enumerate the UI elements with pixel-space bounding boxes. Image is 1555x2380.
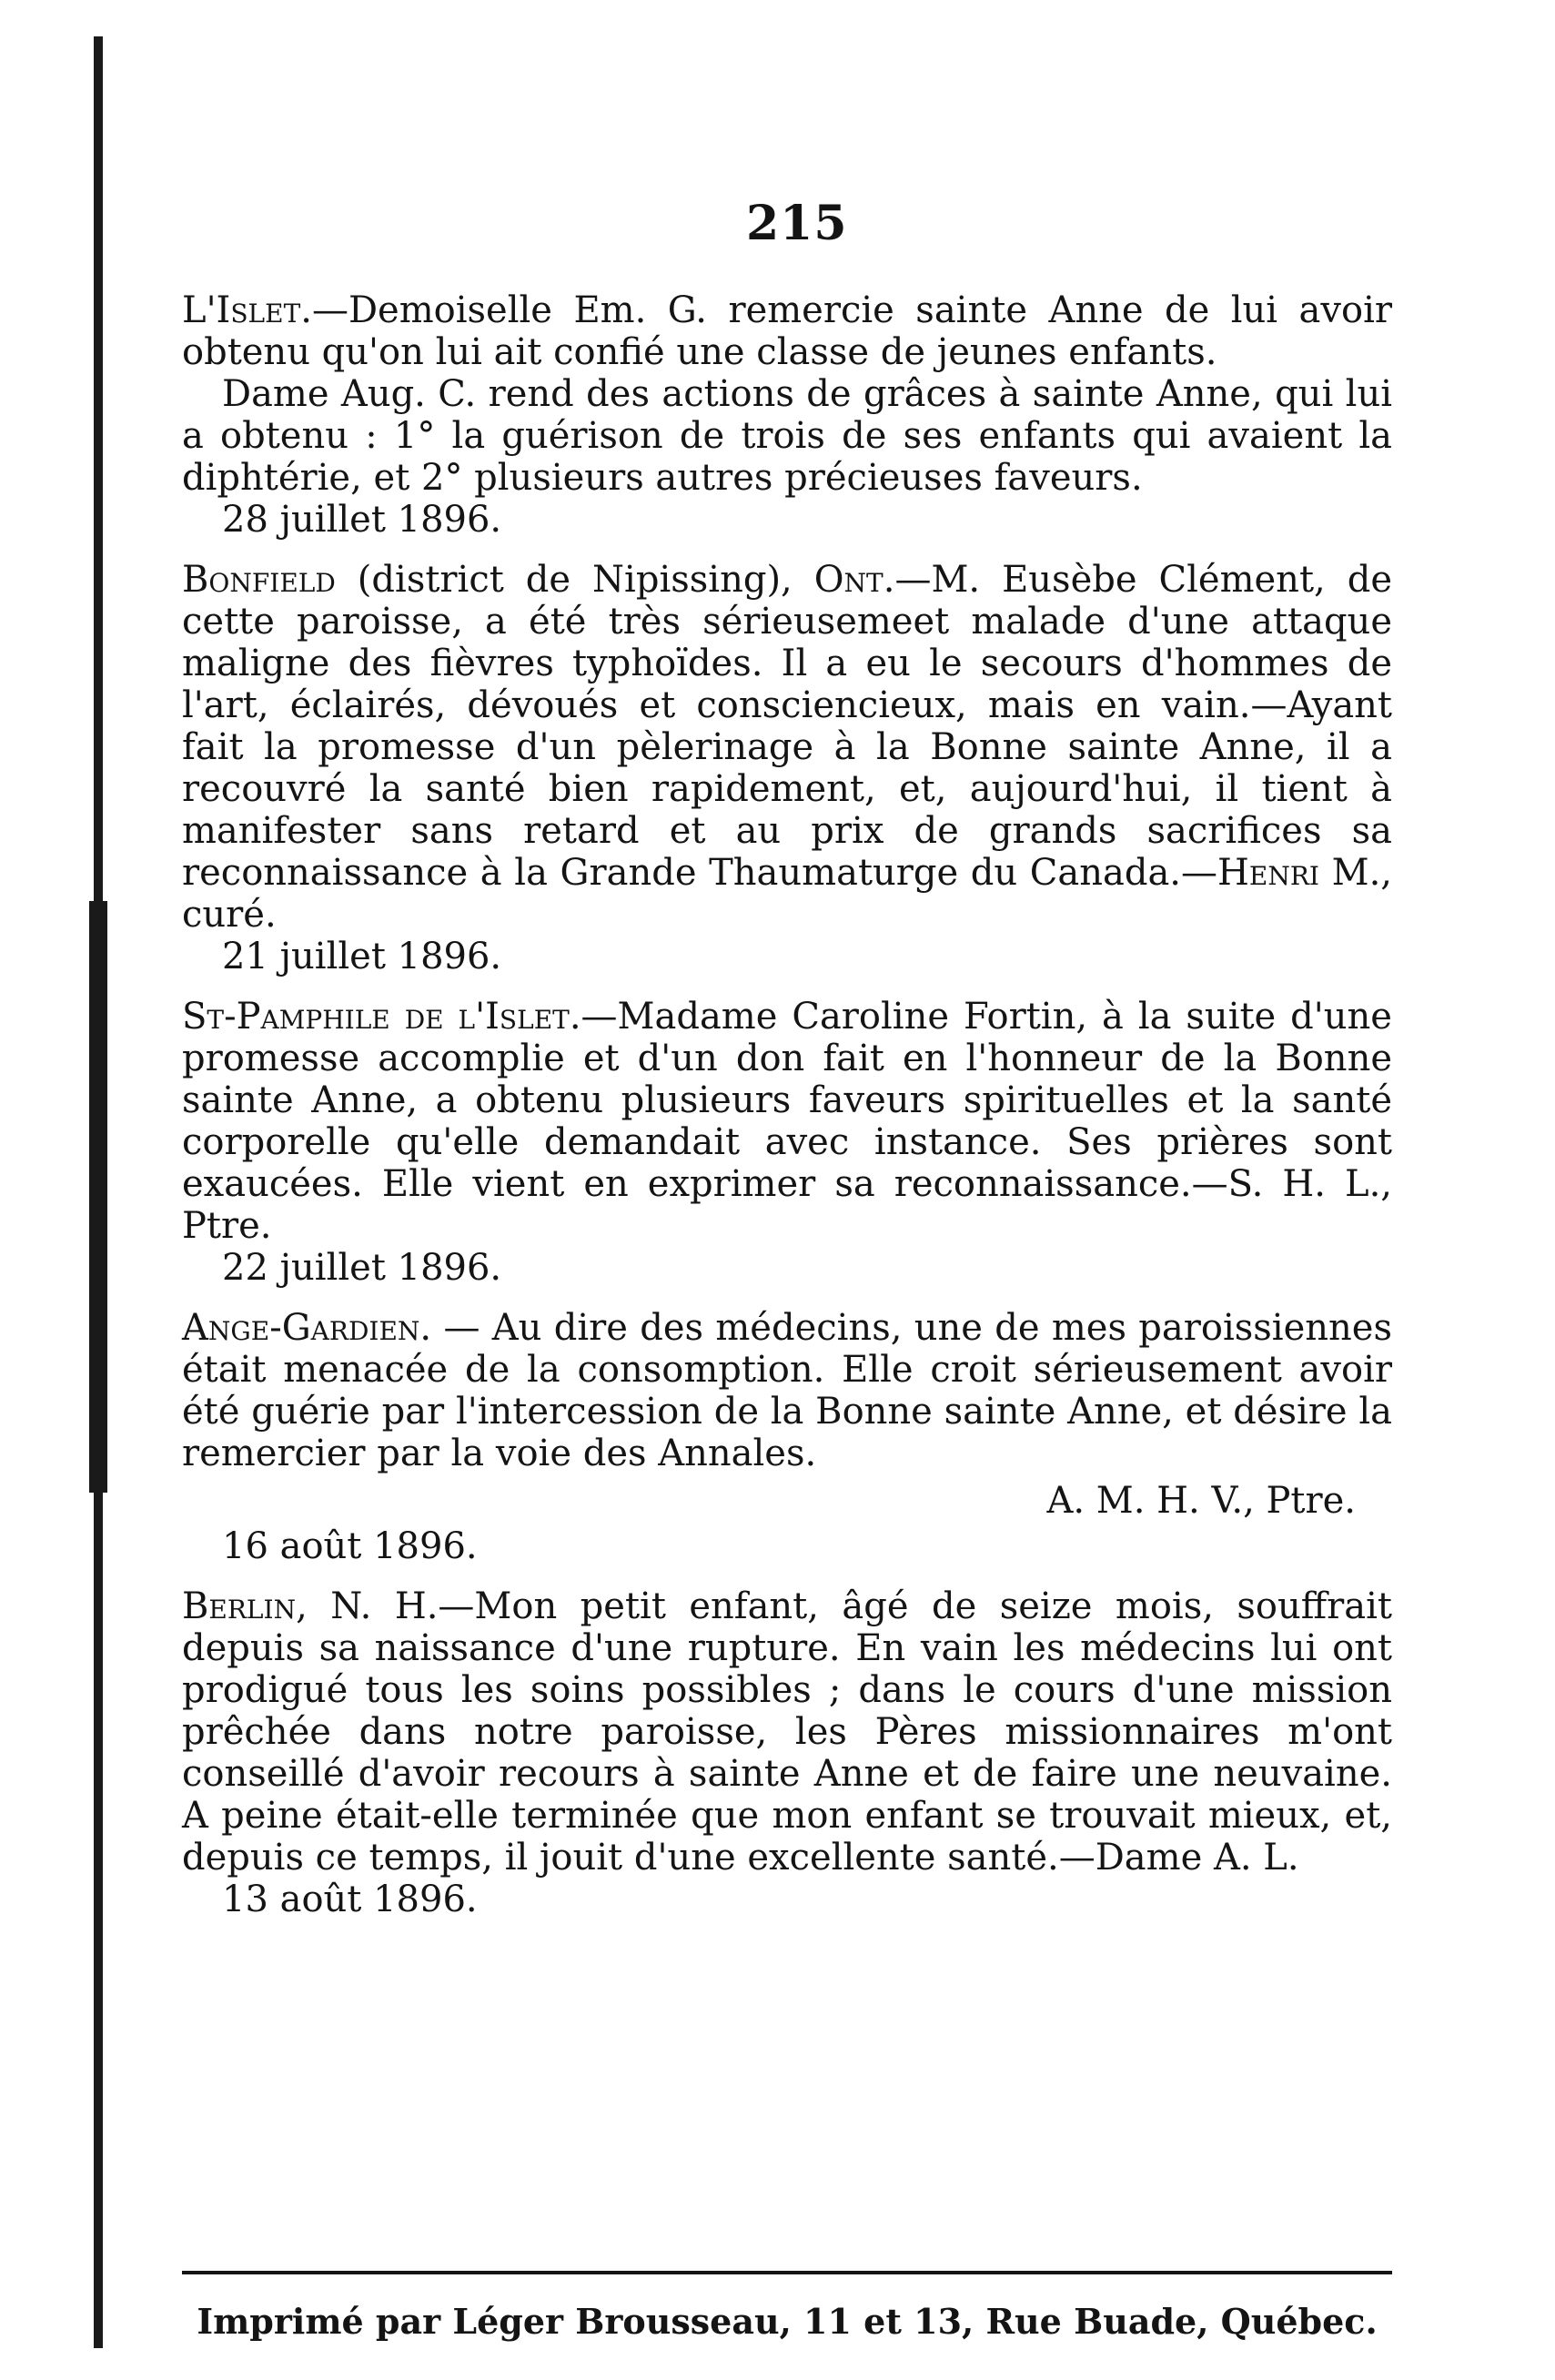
- entry-place: Ange-Gardien.: [182, 1307, 432, 1349]
- entry-place: Bonfield: [182, 559, 336, 601]
- entry-text: — Au dire des médecins, une de mes paroissiennes était menacée de la consomption. Elle croit sérieusement avoir été guérie par l'intercession de la Bonne sainte Anne, et désire la remercier par la voie des Annales.: [182, 1307, 1392, 1474]
- entry-date: 21 juillet 1896.: [222, 936, 502, 977]
- entry-berlin: [182, 1585, 1392, 1920]
- entry-place: Berlin,: [182, 1585, 308, 1627]
- entry-text: —Demoiselle Em. G. remercie sainte Anne de lui avoir obtenu qu'on lui ait confié une classe de jeunes enfants.: [182, 289, 1392, 373]
- entry-date: 28 juillet 1896.: [222, 499, 502, 541]
- entry-place: L'Islet.: [182, 289, 312, 331]
- entry-date: 13 août 1896.: [222, 1879, 478, 1920]
- entry-st-pamphile: [182, 996, 1392, 1289]
- entry-paragraph: [182, 289, 1392, 373]
- entry-text: —Madame Caroline Fortin, à la suite d'une promesse accomplie et d'un don fait en l'honneur de la Bonne sainte Anne, a obtenu plusieurs faveurs spirituelles et la santé corporelle qu'elle demandait avec instance. Ses prières sont exaucées. Elle vient en exprimer sa reconnaissance.—S. H. L., Ptre.: [182, 996, 1392, 1247]
- entry-signer-suffix: M., curé.: [182, 852, 1392, 936]
- entry-bonfield: [182, 559, 1392, 977]
- entry-text: N. H.—Mon petit enfant, âgé de seize mois, souffrait depuis sa naissance d'une rupture. En vain les médecins lui ont prodigué tous les soins possibles ; dans le cours d'une mission prêchée dans notre paroisse, les Pères missionnaires m'ont conseillé d'avoir recours à sainte Anne et de faire une neuvaine. A peine était-elle terminée que mon enfant se trouvait mieux, et, depuis ce temps, il jouit d'une excellente santé.—Dame A. L.: [182, 1585, 1392, 1879]
- entry-paragraph: [182, 1307, 1392, 1474]
- entry-date: 16 août 1896.: [222, 1525, 478, 1567]
- entry-province: Ont.: [813, 559, 895, 601]
- entry-paragraph: [182, 1585, 1392, 1879]
- entry-paragraph: [182, 996, 1392, 1247]
- body-text: [182, 289, 1392, 1939]
- entry-ange-gardien: [182, 1307, 1392, 1567]
- entry-place: St-Pamphile de l'Islet.: [182, 996, 581, 1038]
- entry-signer: Henri: [1217, 852, 1319, 894]
- entry-signature: A. M. H. V., Ptre.: [1046, 1480, 1356, 1522]
- entry-text-continued: —M. Eusèbe Clément, de cette paroisse, a été très sérieusemeet malade d'une attaque maligne des fièvres typhoïdes. Il a eu le secours d'hommes de l'art, éclairés, dévoués et consciencieux, mais en vain.—Ayant fait la promesse d'un pèlerinage à la Bonne sainte Anne, il a recouvré la santé bien rapidement, et, aujourd'hui, il tient à manifester sans retard et au prix de grands sacrifices sa reconnaissance à la Grande Thaumaturge du Canada.—: [182, 559, 1392, 894]
- entry-lislet: [182, 289, 1392, 541]
- entry-paragraph-continued: Dame Aug. C. rend des actions de grâces à sainte Anne, qui lui a obtenu : 1° la guérison de trois de ses enfants qui avaient la diphtérie, et 2° plusieurs autres précieuses faveurs.: [182, 373, 1392, 499]
- footer-rule: [182, 2271, 1392, 2274]
- binding-edge-shadow-thick: [89, 901, 107, 1493]
- page-number: 215: [746, 196, 848, 251]
- entry-text: (district de Nipissing),: [335, 559, 814, 601]
- entry-date: 22 juillet 1896.: [222, 1247, 502, 1289]
- printer-imprint: Imprimé par Léger Brousseau, 11 et 13, Rue Buade, Québec.: [197, 2301, 1378, 2342]
- entry-paragraph: [182, 559, 1392, 936]
